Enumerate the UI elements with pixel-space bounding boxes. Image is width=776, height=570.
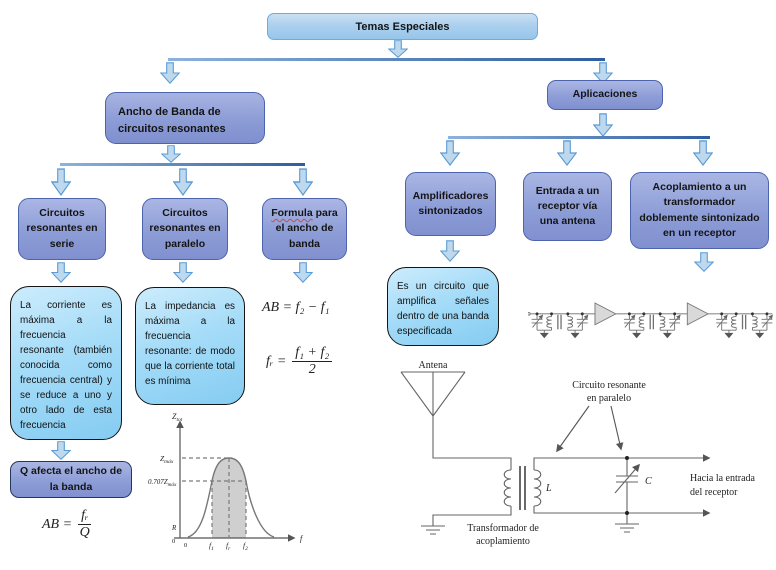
down-arrow-icon [694, 252, 714, 272]
node-temas-especiales-label: Temas Especiales [355, 20, 450, 33]
description-circuitos-serie-text: La corriente es máxima a la frecuencia resonante (también conocida como frecuencia central) y se reduce a uno y otro lado de esta frecuencia [20, 300, 112, 432]
antenna-icon [401, 372, 465, 416]
node-aplicaciones-label: Aplicaciones [572, 88, 638, 101]
down-arrow-icon [293, 168, 313, 196]
antenna-receiver-diagram [393, 358, 775, 568]
formula-bandwidth-text: AB = f₂ − f₁ [262, 300, 330, 315]
description-circuitos-paralelo [135, 287, 245, 405]
ground-icon [421, 526, 445, 534]
node-acoplamiento [630, 172, 769, 249]
graph-f1-label: $f_1$ [209, 541, 214, 552]
down-arrow-icon [51, 168, 71, 196]
node-formula-ancho-banda-label [269, 206, 340, 252]
root-split-connector [168, 58, 605, 61]
node-circuitos-serie [18, 198, 106, 260]
left-split-connector [60, 163, 305, 166]
node-q-afecta-label: Q afecta el ancho de la banda [19, 464, 123, 493]
formula-q-fraction [78, 508, 91, 541]
capacitor-label: C [645, 476, 652, 487]
primary-coil [504, 470, 511, 506]
node-ancho-de-banda [105, 92, 265, 144]
formula-q-bandwidth [42, 508, 91, 541]
formula-q-lhs: AB = [42, 516, 73, 532]
down-arrow-icon [440, 240, 460, 262]
down-arrow-icon [173, 262, 193, 283]
graph-zmax-label: $Z_{máx}$ [160, 454, 174, 465]
transformer-label-line1: Transformador de [467, 523, 539, 534]
formula-center-frequency [266, 345, 332, 378]
secondary-coil [534, 470, 541, 506]
node-acoplamiento-label: Acoplamiento a un transformador doblemente sintonizado en un receptor [639, 181, 760, 239]
graph-x-zero: 0 [184, 542, 188, 549]
graph-x-axis-label: f [300, 534, 303, 543]
formula-center-numerator: f₁ + f₂ [292, 345, 332, 362]
formula-center-lhs: fᵣ = [266, 353, 287, 369]
node-amplificadores [405, 172, 496, 236]
description-circuitos-paralelo-text: La impedancia es máxima a la frecuencia resonante: de modo que la corriente total es mínima [145, 301, 235, 388]
node-q-afecta [10, 461, 132, 498]
transformer-label-line2: acoplamiento [476, 536, 530, 547]
inductor-label: L [546, 483, 552, 494]
down-arrow-icon [173, 168, 193, 196]
node-temas-especiales [267, 13, 538, 40]
resonant-label-line2: en paralelo [586, 393, 632, 404]
amplifier-icon [595, 303, 616, 325]
node-formula-rest: para el ancho de banda [275, 207, 338, 250]
formula-q-denominator: Q [79, 525, 90, 541]
down-arrow-icon [557, 140, 577, 166]
description-amplificadores [387, 267, 499, 346]
down-arrow-icon [160, 62, 180, 84]
node-circuitos-paralelo [142, 198, 228, 260]
graph-r-label: R [172, 524, 177, 532]
resonant-label-line1: Circuito resonante [572, 380, 646, 391]
graph-origin-zero: 0 [172, 538, 176, 545]
node-ancho-de-banda-label: Ancho de Banda de circuitos resonantes [118, 106, 226, 135]
tuned-amplifier-circuit-diagram [528, 283, 776, 361]
node-amplificadores-label: Amplificadores sintonizados [412, 189, 489, 217]
down-arrow-icon [161, 145, 181, 163]
node-formula-ancho-banda [262, 198, 347, 260]
node-circuitos-serie-label: Circuitos resonantes en serie [26, 207, 98, 250]
down-arrow-icon [388, 40, 408, 58]
node-circuitos-paralelo-label: Circuitos resonantes en paralelo [149, 207, 221, 250]
amplifier-icon [687, 303, 708, 325]
description-amplificadores-text: Es un circuito que amplifica señales dentro de una banda especificada [397, 281, 489, 338]
description-circuitos-serie [10, 286, 122, 440]
node-entrada-antena [523, 172, 612, 241]
graph-y-axis-label: $Z_{tot}$ [172, 412, 183, 423]
graph-fr-label: $f_r$ [226, 541, 231, 552]
graph-f2-label: $f_2$ [243, 541, 248, 552]
formula-bandwidth [262, 300, 330, 316]
formula-center-fraction [292, 345, 332, 378]
output-label-line1: Hacia la entrada [690, 473, 755, 484]
graph-z707-label: $0.707Z_{máx}$ [148, 478, 177, 488]
resonance-curve-graph [148, 406, 334, 566]
formula-q-numerator: fᵣ [78, 508, 91, 525]
down-arrow-icon [593, 113, 613, 137]
formula-center-denominator: 2 [308, 362, 316, 378]
antenna-label: Antena [418, 360, 448, 371]
node-entrada-antena-label: Entrada a un receptor vía una antena [535, 184, 600, 228]
down-arrow-icon [693, 140, 713, 166]
output-label-line2: del receptor [690, 487, 738, 498]
node-aplicaciones [547, 80, 663, 110]
ground-icon [615, 524, 639, 532]
down-arrow-icon [440, 140, 460, 166]
down-arrow-icon [51, 441, 71, 460]
right-split-connector [448, 136, 710, 139]
misspelled-word: Formula [271, 207, 313, 220]
down-arrow-icon [51, 262, 71, 283]
down-arrow-icon [293, 262, 313, 283]
